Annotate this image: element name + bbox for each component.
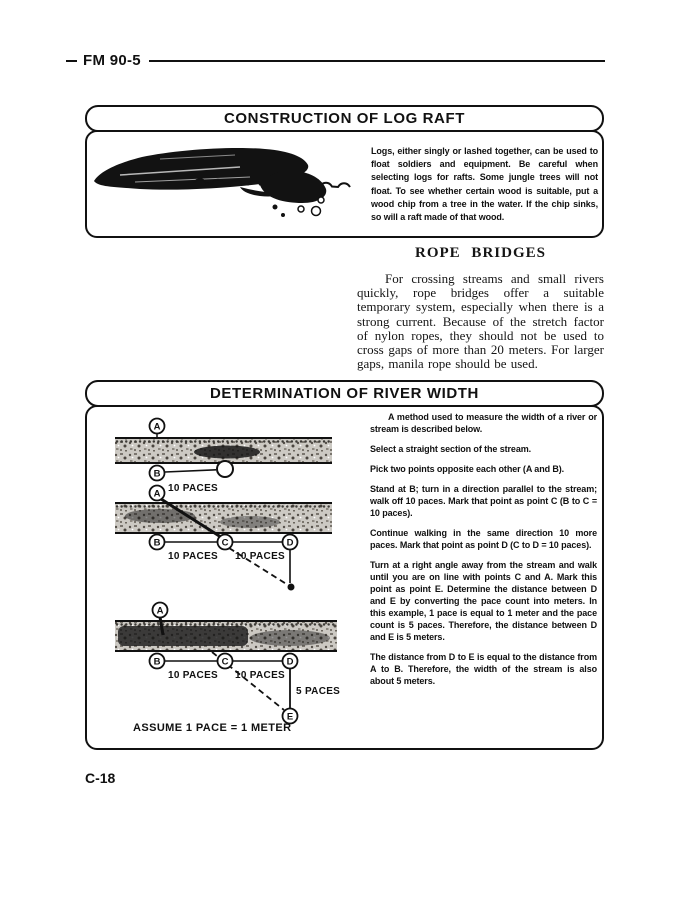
point-label-b: B [153,537,161,549]
point-label-d: D [286,537,294,549]
point-dot-e [288,584,295,591]
rope-bridges-paragraph: For crossing streams and small rivers quickly, rope bridges offer a suitable temporary system, especially when there is a strong current. Because of the stretch factor of nylon ropes, they should not be used to cross gaps of more than 20 meters. For larger gaps, manila rope should be used. [357,271,604,372]
log-raft-illustration [90,137,372,233]
page-number: C-18 [85,770,116,786]
point-label-c: C [221,656,229,668]
step-paragraph: Turn at a right angle away from the stream and walk until you are on line with points C and A. Mark this point as point E. Determine the distance between D and E by converting the pace count into meters. In this example, 1 pace is equal to 1 meter and the pace count is 5 paces. Therefore, the distance between D and E is 5 meters. [370,560,597,642]
bubble [318,197,324,203]
figure-log-raft-title: CONSTRUCTION OF LOG RAFT [85,105,604,132]
figure-log-raft [85,105,604,238]
figure-river-width-title: DETERMINATION OF RIVER WIDTH [85,380,604,407]
point-label-a: A [156,605,164,617]
assumption-note: ASSUME 1 PACE = 1 METER [133,722,292,734]
rope-bridges-heading: ROPE BRIDGES [415,245,546,261]
paces-label: 10 PACES [168,551,219,562]
paces-label: 10 PACES [168,483,219,494]
river-shadow [220,516,280,528]
bubble [273,205,278,210]
step-paragraph: Continue walking in the same direction 10 more paces. Mark that point as point D (C to D = 10 paces). [370,528,597,550]
observer-marker [217,461,233,477]
step-paragraph: A method used to measure the width of a river or stream is described below. [370,412,597,434]
step-paragraph: The distance from D to E is equal to the distance from A to B. Therefore, the width of the stream is also about 5 meters. [370,652,597,686]
river-shadow [250,630,330,646]
paces-label-5: 5 PACES [296,686,341,697]
diagram-step3 [115,603,340,735]
figure-river-width [85,380,604,750]
step-paragraph: Stand at B; turn in a direction parallel to the stream; walk off 10 paces. Mark that point as point C (B to C = 10 paces). [370,484,597,518]
step-paragraph: Select a straight section of the stream. [370,444,532,454]
point-label-a: A [153,421,161,433]
wood-chip-shape [260,171,326,203]
point-label-b: B [153,468,161,480]
river-shadow [194,446,260,459]
header-rule [149,60,605,62]
log-raft-caption: Logs, either singly or lashed together, can be used to float soldiers and equipment. Be careful when selecting logs for rafts. Some jungle trees will not float. To see whether certain wood is suitable, put a wood chip from a tree in the water. If the chip sinks, so will a raft made of that wood. [371,146,598,223]
river-width-steps [370,411,597,695]
paces-label: 10 PACES [168,670,219,681]
page-header [66,52,605,69]
bubble [312,207,321,216]
river-shadow [118,626,248,646]
river-shadow [125,509,195,523]
step-paragraph: Pick two points opposite each other (A and B). [370,464,565,474]
river-width-diagram [100,416,370,746]
bubble [281,213,285,217]
point-label-b: B [153,656,161,668]
point-label-a: A [153,488,161,500]
figure-log-raft-content [85,130,604,238]
point-label-d: D [286,656,294,668]
pace-line-b [165,470,216,472]
diagram-step2 [115,486,332,591]
document-id: FM 90-5 [83,52,141,69]
diagram-step1 [115,419,332,495]
bubble [298,206,304,212]
point-label-e: E [286,711,294,723]
rope-bridges-section [357,245,604,371]
figure-river-width-content [85,405,604,750]
point-label-c: C [221,537,229,549]
paces-label: 10 PACES [235,551,286,562]
header-dash [66,60,77,62]
paces-label: 10 PACES [235,670,286,681]
